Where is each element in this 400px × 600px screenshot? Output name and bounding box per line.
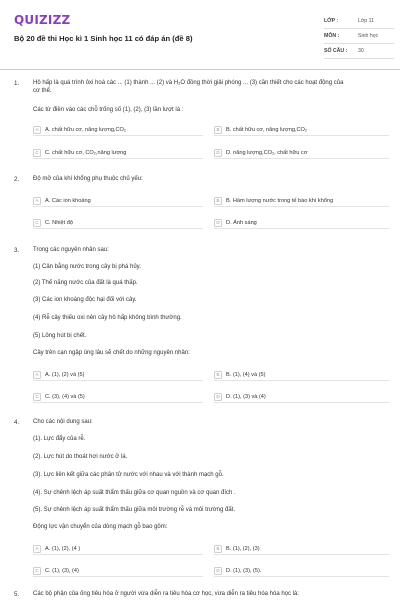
meta-row-question-count xyxy=(324,44,394,59)
option-letter-box: C xyxy=(33,149,41,157)
option-text: D. (1), (3) và (4) xyxy=(226,393,266,400)
question-text: Độ mở của khí khổng phụ thuộc chủ yếu: xyxy=(33,176,143,182)
meta-row-grade xyxy=(324,14,394,29)
option-letter-box: D xyxy=(214,567,222,575)
question-text: (4). Sự chênh lệch áp suất thẩm thấu giữa cơ quan nguồn và cơ quan đích . xyxy=(33,490,236,496)
question-text: Động lực vận chuyển của dòng mạch gỗ bao gồm: xyxy=(33,524,168,530)
question-text: (5) Lông hút bị chết. xyxy=(33,333,87,339)
question-number: 3. xyxy=(14,247,20,254)
option-text: C. (3), (4) và (5) xyxy=(45,393,85,400)
option-letter-box: B xyxy=(214,545,222,553)
option-text: B. Hàm lượng nước trong tế bào khí khổng xyxy=(226,197,334,204)
option-b[interactable] xyxy=(214,544,389,555)
meta-value: Lớp 11 xyxy=(358,17,374,24)
option-text: A. (1), (2) và (5) xyxy=(45,371,85,378)
option-letter-box: C xyxy=(33,567,41,575)
option-a[interactable] xyxy=(33,544,203,555)
option-c[interactable] xyxy=(33,566,203,577)
question-text: (3) Các ion khoáng độc hại đối với cây. xyxy=(33,297,137,303)
option-letter-box: A xyxy=(33,126,41,134)
meta-key: MÔN : xyxy=(324,32,340,39)
option-text: B. (1), (2), (3) xyxy=(226,545,260,552)
option-letter-box: B xyxy=(214,126,222,134)
option-a[interactable] xyxy=(33,370,203,381)
option-text: C. chất hữu cơ, CO₂,năng lượng xyxy=(45,149,127,156)
question-text: Trong các nguyên nhân sau: xyxy=(33,247,109,253)
question-text: (1). Lực đẩy của rễ. xyxy=(33,436,86,442)
option-text: B. chất hữu cơ, năng lượng,CO₂ xyxy=(226,126,308,133)
question-text: Cho các nội dung sau: xyxy=(33,419,93,425)
option-a[interactable] xyxy=(33,196,203,207)
question-text: (5). Sự chênh lệch áp suất thẩm thấu giữa môi trường rễ và môi trường đất. xyxy=(33,507,236,513)
question-text: (1) Cân bằng nước trong cây bị phá hủy. xyxy=(33,264,141,270)
meta-value: 30 xyxy=(358,47,364,54)
quizizz-logo: QUIZIZZ xyxy=(14,13,71,27)
question-text: (3). Lực liên kết giữa các phân tử nước với nhau và với thành mạch gỗ. xyxy=(33,472,224,478)
option-letter-box: C xyxy=(33,219,41,227)
option-letter-box: A xyxy=(33,197,41,205)
meta-table xyxy=(324,14,394,59)
meta-key: SỐ CÂU : xyxy=(324,47,348,54)
option-text: D. Ánh sáng xyxy=(226,219,257,226)
option-letter-box: D xyxy=(214,219,222,227)
option-a[interactable] xyxy=(33,125,203,136)
question-number: 1. xyxy=(14,80,20,87)
option-text: C. (1), (3), (4) xyxy=(45,567,79,574)
option-text: A. chất hữu cơ, năng lượng,CO₂ xyxy=(45,126,127,133)
option-text: D. năng lượng,CO₂, chất hữu cơ xyxy=(226,149,308,156)
question-text: Các bộ phận của ống tiêu hóa ở người vừa diễn ra tiêu hóa cơ học, vừa diễn ra tiêu hóa hóa học là: xyxy=(33,591,300,597)
option-c[interactable] xyxy=(33,392,203,403)
option-letter-box: B xyxy=(214,371,222,379)
option-letter-box: A xyxy=(33,371,41,379)
option-d[interactable] xyxy=(214,392,389,403)
question-text: Hô hấp là quá trình ôxi hoá các ... (1) thành ... (2) và H₂O đồng thời giải phóng ... (3) cần thiết cho các hoạt động của xyxy=(33,80,344,86)
meta-value: Sinh học xyxy=(358,32,379,39)
question-number: 5. xyxy=(14,591,20,598)
option-letter-box: B xyxy=(214,197,222,205)
question-text: (4) Rễ cây thiếu oxi nên cây hô hấp không bình thường. xyxy=(33,315,182,321)
meta-key: LỚP : xyxy=(324,17,339,24)
worksheet-title: Bộ 20 đề thi Học kì 1 Sinh học 11 có đáp án (đề 8) xyxy=(14,34,193,43)
option-c[interactable] xyxy=(33,148,203,159)
question-text: cơ thể. xyxy=(33,88,52,94)
option-letter-box: A xyxy=(33,545,41,553)
option-d[interactable] xyxy=(214,566,389,577)
option-b[interactable] xyxy=(214,196,389,207)
question-number: 2. xyxy=(14,176,20,183)
meta-row-subject xyxy=(324,29,394,44)
question-text: (2) Thế năng nước của đất là quá thấp. xyxy=(33,280,138,286)
option-b[interactable] xyxy=(214,125,389,136)
question-text: (2). Lực hút do thoát hơi nước ở lá. xyxy=(33,454,128,460)
option-d[interactable] xyxy=(214,148,389,159)
option-letter-box: D xyxy=(214,149,222,157)
question-number: 4. xyxy=(14,419,20,426)
option-text: B. (1), (4) và (5) xyxy=(226,371,266,378)
question-text: Cây trên cạn ngập úng lâu sẽ chết do những nguyên nhân: xyxy=(33,350,190,356)
option-text: A. (1), (2), (4 ) xyxy=(45,545,81,552)
question-text: Các từ điền vào các chỗ trống số (1), (2), (3) lần lượt là : xyxy=(33,107,184,113)
option-d[interactable] xyxy=(214,218,389,229)
option-letter-box: C xyxy=(33,393,41,401)
option-text: A. Các ion khoáng xyxy=(45,197,91,204)
worksheet-header xyxy=(0,0,400,64)
option-text: C. Nhiệt độ xyxy=(45,219,73,226)
header-divider xyxy=(0,69,400,70)
option-text: D. (1), (3), (5). xyxy=(226,567,262,574)
option-c[interactable] xyxy=(33,218,203,229)
option-letter-box: D xyxy=(214,393,222,401)
option-b[interactable] xyxy=(214,370,389,381)
